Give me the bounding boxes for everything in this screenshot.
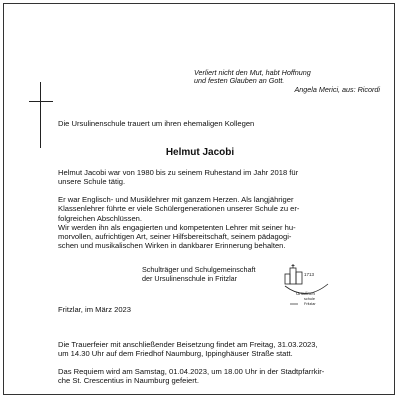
paragraph2-line: Er war Englisch- und Musiklehrer mit ganzem Herzen. Als langjähriger <box>58 195 294 204</box>
logo-name: Ursulinen <box>296 291 316 296</box>
signature-line-1: Schulträger und Schulgemeinschaft <box>142 265 256 274</box>
paragraph2-line: Klassenlehrer führte er viele Schülergenerationen unserer Schule zu er- <box>58 204 300 214</box>
requiem-line: Das Requiem wird am Samstag, 01.04.2023, um 18.00 Uhr in der Stadtpfarrkir- <box>58 367 325 376</box>
quote-line-1: Verliert nicht den Mut, habt Hoffnung <box>194 68 311 77</box>
logo-year: 1713 <box>304 272 315 277</box>
funeral-notice <box>58 340 348 359</box>
paragraph1-line: Helmut Jacobi war von 1980 bis zu seinem Ruhestand im Jahr 2018 für <box>58 168 299 177</box>
logo-town: Fritzlar <box>304 302 316 306</box>
paragraph1-line: unsere Schule tätig. <box>58 177 126 187</box>
signature-line-2: der Ursulinenschule in Fritzlar <box>142 274 238 283</box>
deceased-name: Helmut Jacobi <box>165 147 235 158</box>
signature-block <box>142 265 255 283</box>
place-date: Fritzlar, im März 2023 <box>58 305 132 314</box>
paragraph2-line: morvollen, aufrichtigen Art, seiner Hilfsbereitschaft, seinem pädagogi- <box>58 232 292 242</box>
biography-paragraph <box>58 168 348 187</box>
cross-icon <box>40 82 41 148</box>
paragraph2-line: Wir werden ihn als engagierten und kompetenten Lehrer mit seiner hu- <box>58 222 296 232</box>
requiem-line: che St. Crescentius in Naumburg gefeiert. <box>58 376 199 386</box>
paragraph2-line: folgreichen Abschlüssen. <box>58 213 143 223</box>
quote-line-2: und festen Glauben an Gott. <box>194 76 285 86</box>
funeral-line: um 14.30 Uhr auf dem Friedhof Naumburg, Ippinghäuser Straße statt. <box>58 349 293 359</box>
tribute-paragraph <box>58 195 348 251</box>
funeral-line: Die Trauerfeier mit anschließender Beisetzung findet am Freitag, 31.03.2023, <box>58 340 318 349</box>
logo-schule: schule <box>304 297 315 301</box>
paragraph2-line: schen und musikalischen Wirken in dankbarer Erinnerung behalten. <box>58 241 286 251</box>
intro-text: Die Ursulinenschule trauert um ihren ehemaligen Kollegen <box>58 119 255 128</box>
quote-author: Angela Merici, aus: Ricordi <box>294 84 380 94</box>
school-logo <box>280 262 332 310</box>
requiem-notice <box>58 367 348 386</box>
quote-block <box>194 69 394 94</box>
cross-icon-bar <box>29 101 53 102</box>
